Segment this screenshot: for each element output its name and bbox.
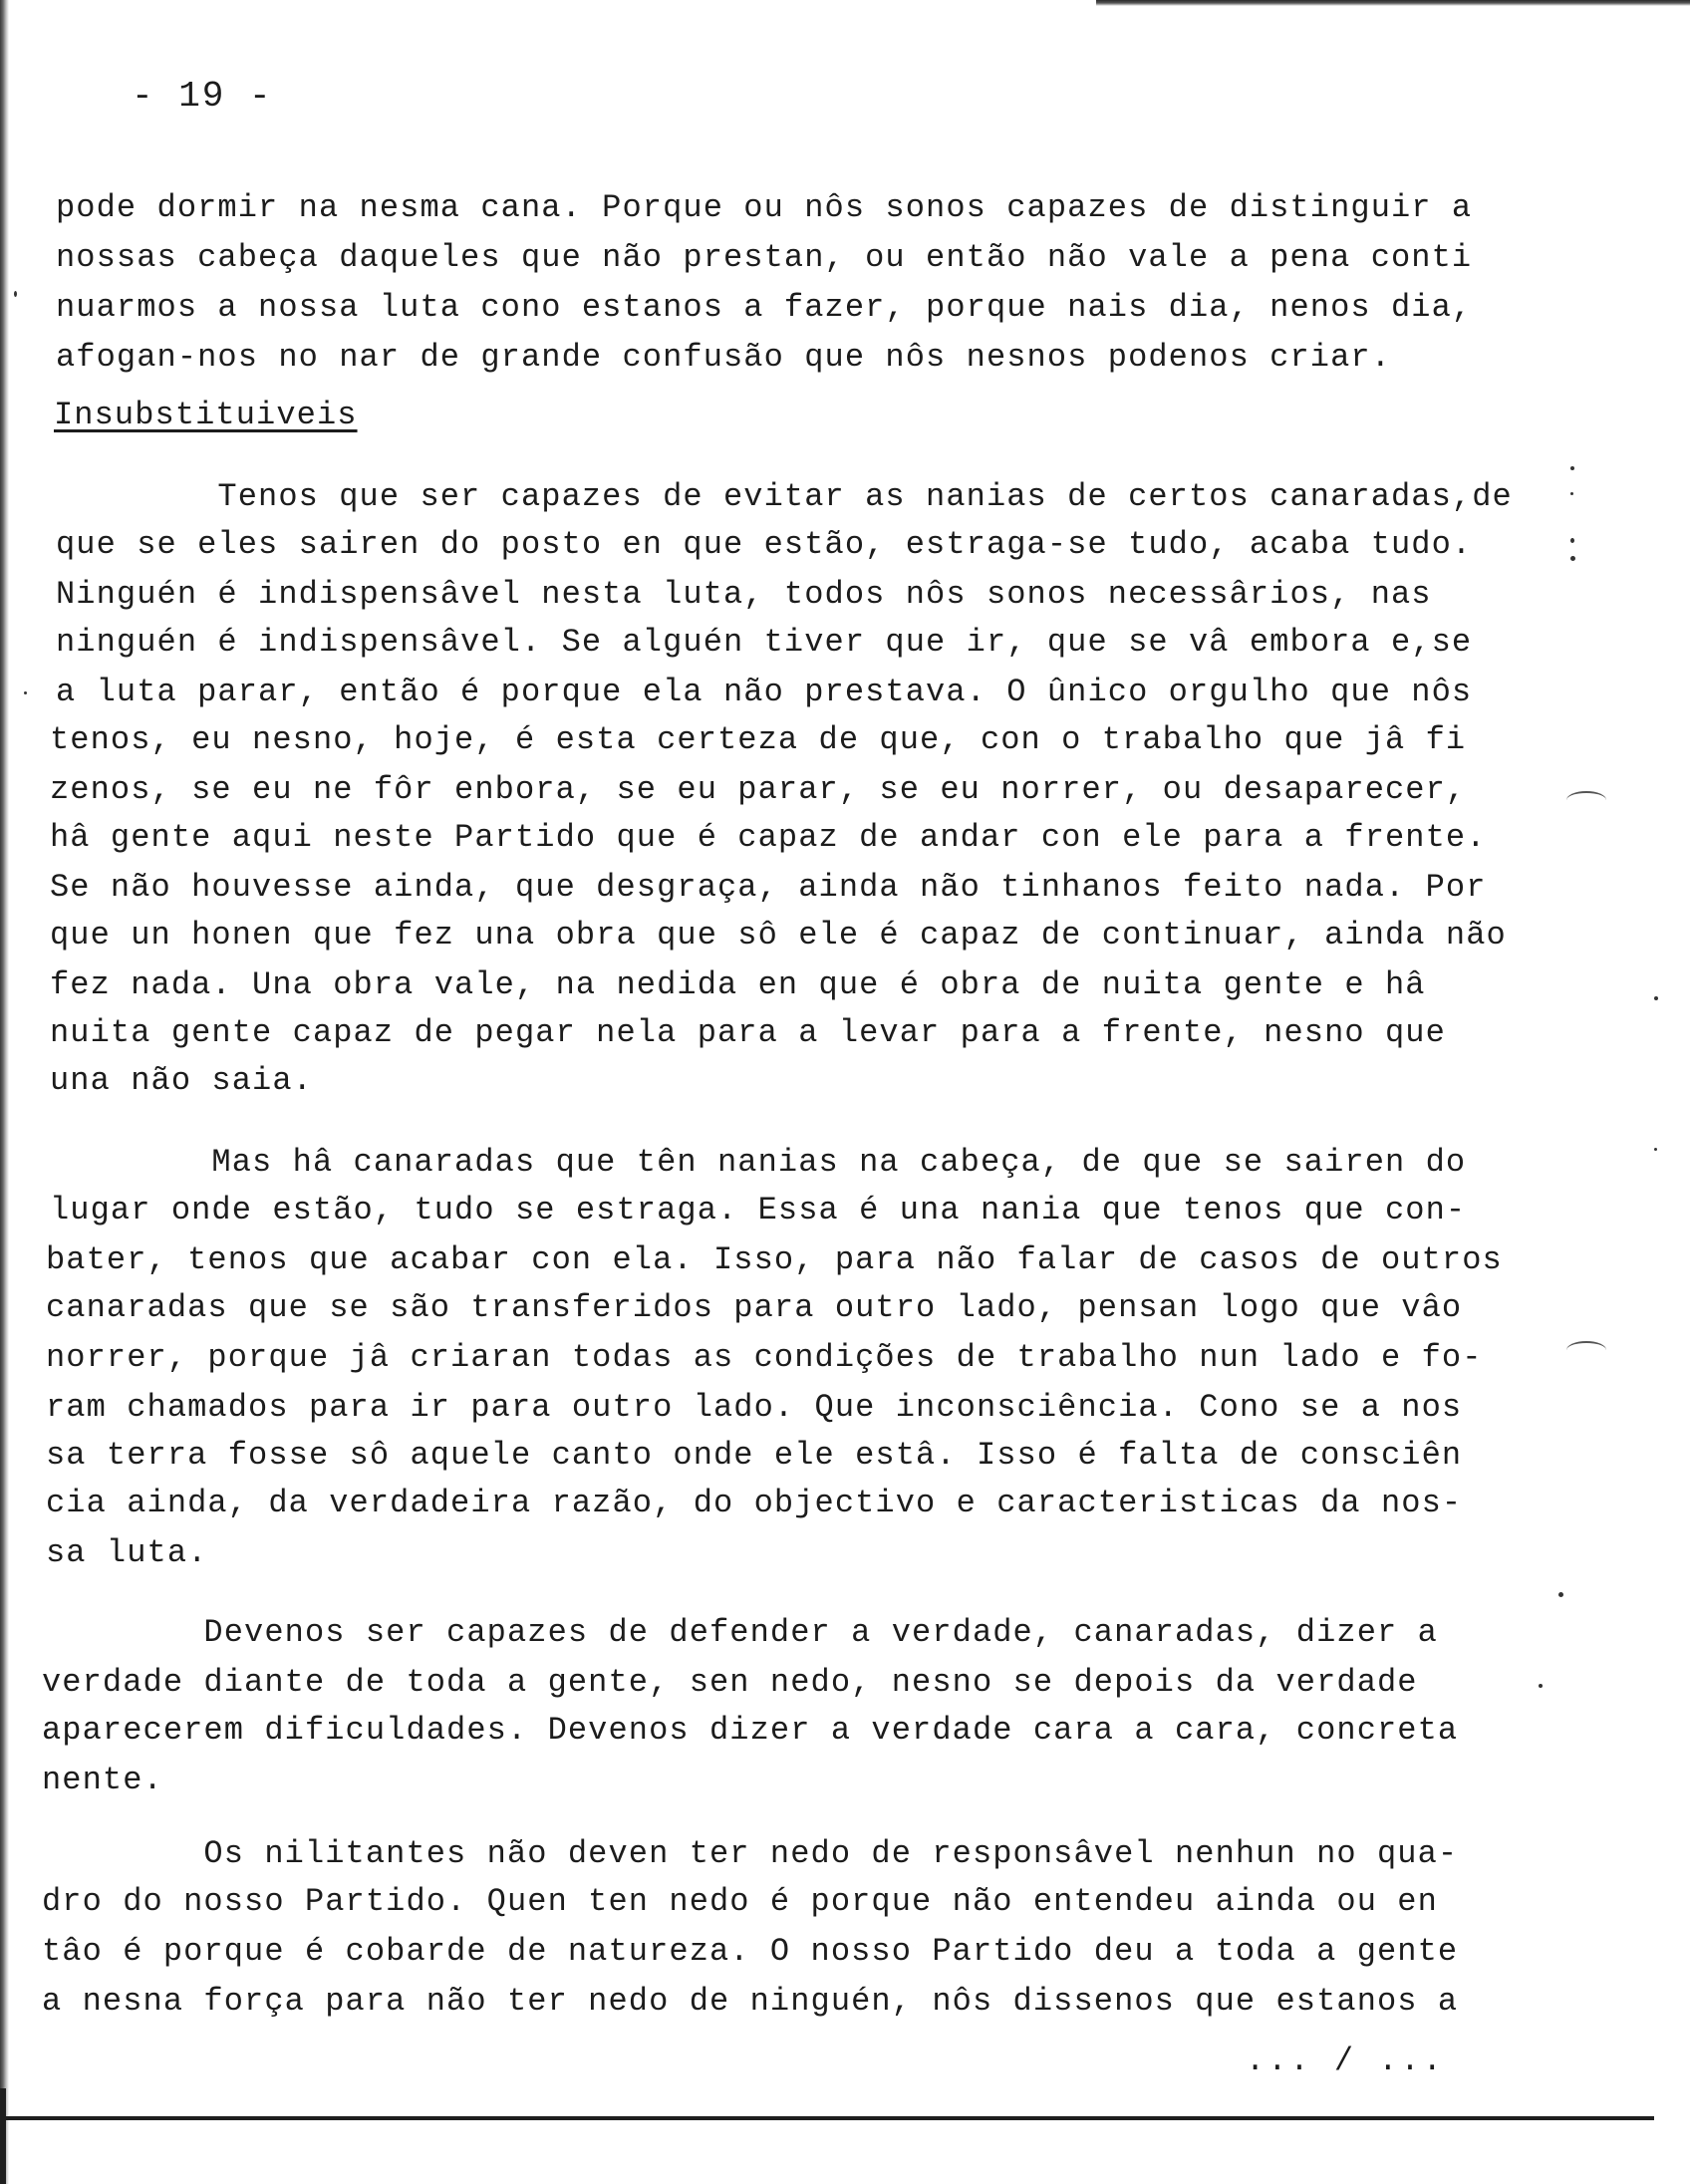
scan-top-edge bbox=[1096, 0, 1690, 6]
text-line: bater, tenos que acabar con ela. Isso, para não falar de casos de outros bbox=[46, 1241, 1503, 1278]
text-line: pode dormir na nesma cana. Porque ou nôs sonos capazes de distinguir a bbox=[56, 189, 1473, 226]
scan-speck bbox=[1570, 556, 1575, 561]
text-line: zenos, se eu ne fôr enbora, se eu parar, se eu norrer, ou desaparecer, bbox=[50, 771, 1467, 808]
text-line: verdade diante de toda a gente, sen nedo, nesno se depois da verdade bbox=[42, 1664, 1418, 1701]
scan-speck bbox=[14, 291, 17, 297]
text-line: Tenos que ser capazes de evitar as nanias de certos canaradas,de bbox=[56, 478, 1513, 515]
text-line: Devenos ser capazes de defender a verdade, canaradas, dizer a bbox=[42, 1614, 1438, 1651]
text-line: sa luta. bbox=[46, 1534, 208, 1571]
text-line: canaradas que se são transferidos para outro lado, pensan logo que vâo bbox=[46, 1289, 1463, 1326]
text-line: Se não houvesse ainda, que desgraça, ainda não tinhanos feito nada. Por bbox=[50, 869, 1487, 906]
scan-arc-mark bbox=[1566, 791, 1606, 809]
text-line: lugar onde estão, tudo se estraga. Essa é una nania que tenos que con- bbox=[50, 1192, 1467, 1228]
text-line: afogan-nos no nar de grande confusão que nôs nesnos podenos criar. bbox=[56, 339, 1392, 376]
text-line: ninguén é indispensâvel. Se alguén tiver que ir, que se vâ embora e,se bbox=[56, 624, 1473, 661]
scan-speck bbox=[1539, 1684, 1543, 1688]
text-line: tâo é porque é cobarde de natureza. O nosso Partido deu a toda a gente bbox=[42, 1933, 1459, 1970]
page-number: - 19 - bbox=[132, 76, 273, 117]
scan-speck bbox=[1570, 466, 1574, 470]
text-line: cia ainda, da verdadeira razão, do objectivo e caracteristicas da nos- bbox=[46, 1485, 1463, 1521]
text-line: Ninguén é indispensâvel nesta luta, todos nôs sonos necessârios, nas bbox=[56, 576, 1432, 613]
scan-speck bbox=[24, 691, 27, 694]
scan-speck bbox=[1570, 538, 1574, 543]
scan-speck bbox=[1558, 1592, 1563, 1597]
text-line: a luta parar, então é porque ela não prestava. O ûnico orgulho que nôs bbox=[56, 674, 1473, 710]
text-line: nuita gente capaz de pegar nela para a levar para a frente, nesno que bbox=[50, 1014, 1446, 1051]
text-line: nente. bbox=[42, 1762, 163, 1798]
section-heading: Insubstituiveis bbox=[54, 397, 358, 433]
scan-speck bbox=[1654, 1148, 1657, 1151]
text-line: nossas cabeça daqueles que não prestan, ou então não vale a pena conti bbox=[56, 239, 1473, 276]
text-line: una não saia. bbox=[50, 1062, 313, 1099]
text-line: tenos, eu nesno, hoje, é esta certeza de que, con o trabalho que jâ fi bbox=[50, 721, 1467, 758]
scan-bottom-corner bbox=[0, 2088, 6, 2184]
text-line: norrer, porque jâ criaran todas as condições de trabalho nun lado e fo- bbox=[46, 1339, 1483, 1376]
text-line: hâ gente aqui neste Partido que é capaz de andar con ele para a frente. bbox=[50, 819, 1487, 856]
scan-speck bbox=[1654, 996, 1658, 1000]
text-line: fez nada. Una obra vale, na nedida en que é obra de nuita gente e hâ bbox=[50, 966, 1426, 1003]
continuation-marker: ... / ... bbox=[1246, 2043, 1445, 2079]
scan-left-edge bbox=[0, 0, 9, 2184]
scan-arc-mark bbox=[1566, 1341, 1606, 1359]
text-line: que se eles sairen do posto en que estão, estraga-se tudo, acaba tudo. bbox=[56, 526, 1473, 563]
text-line: a nesna força para não ter nedo de ninguén, nôs dissenos que estanos a bbox=[42, 1983, 1459, 2020]
text-line: sa terra fosse sô aquele canto onde ele estâ. Isso é falta de consciên bbox=[46, 1437, 1463, 1474]
text-line: Os nilitantes não deven ter nedo de responsâvel nenhun no qua- bbox=[42, 1835, 1459, 1872]
text-line: ram chamados para ir para outro lado. Que inconsciência. Cono se a nos bbox=[46, 1389, 1463, 1426]
scan-speck bbox=[1570, 492, 1573, 495]
scan-bottom-rule bbox=[0, 2116, 1654, 2120]
text-line: nuarmos a nossa luta cono estanos a fazer, porque nais dia, nenos dia, bbox=[56, 289, 1473, 326]
text-line: dro do nosso Partido. Quen ten nedo é porque não entendeu ainda ou en bbox=[42, 1883, 1438, 1920]
text-line: que un honen que fez una obra que sô ele é capaz de continuar, ainda não bbox=[50, 917, 1507, 954]
text-line: aparecerem dificuldades. Devenos dizer a verdade cara a cara, concreta bbox=[42, 1712, 1459, 1749]
text-line: Mas hâ canaradas que tên nanias na cabeça, de que se sairen do bbox=[50, 1144, 1467, 1181]
